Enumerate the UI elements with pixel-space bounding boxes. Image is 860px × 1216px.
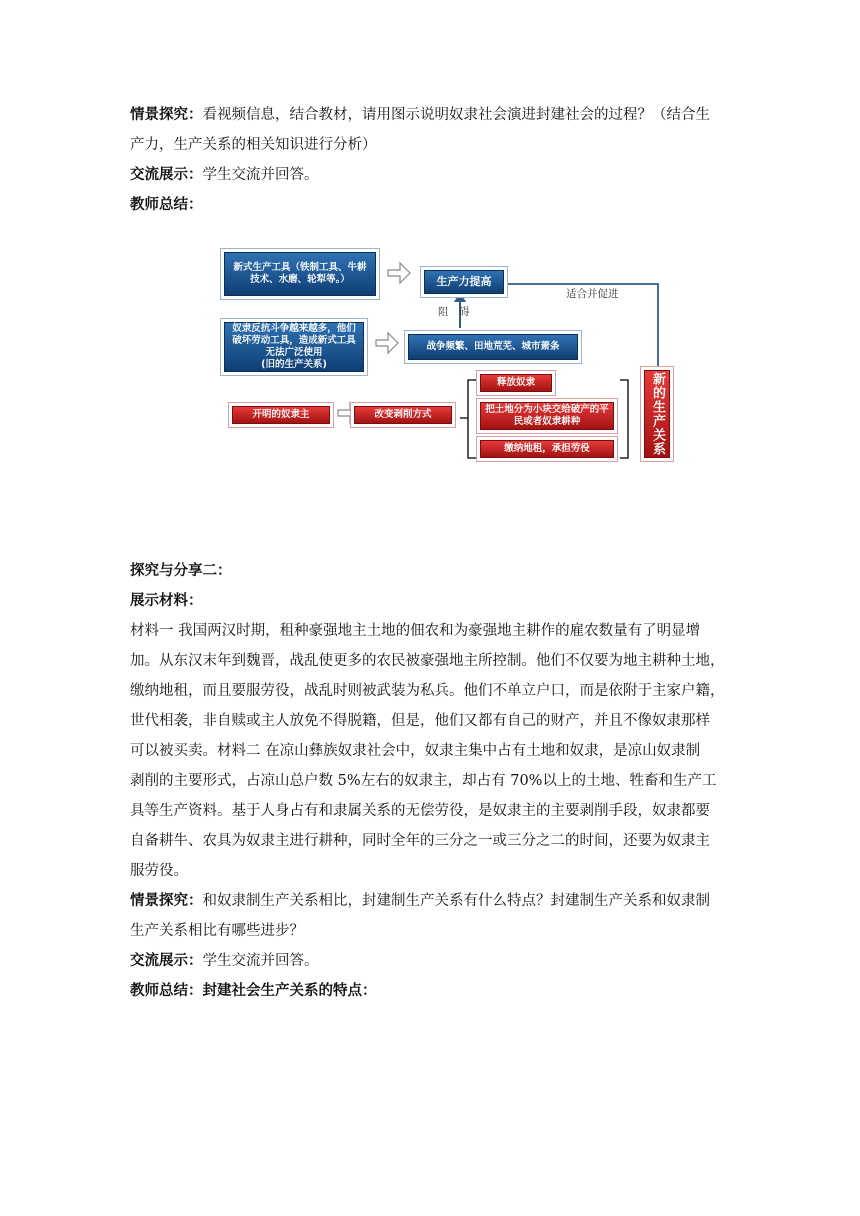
materials-paragraph — [130, 616, 732, 886]
inquiry-label: 情景探究： — [130, 106, 203, 123]
box-slave-resistance — [224, 322, 364, 372]
box-free-slaves: 释放奴隶 — [480, 374, 552, 392]
summary-text: 封建社会生产关系的特点： — [202, 982, 377, 999]
process-diagram — [218, 240, 676, 462]
summary-label: 教师总结： — [130, 982, 203, 999]
exchange-label: 交流展示： — [130, 952, 203, 969]
inquiry-text-line2: 产力，生产关系的相关知识进行分析） — [130, 137, 377, 153]
box-new-tools: 新式生产工具（铁制工具、牛耕技术、水磨、轮犁等。） — [224, 252, 376, 296]
summary-label-1: 教师总结： — [130, 196, 203, 213]
inquiry-text-line1: 看视频信息，结合教材，请用图示说明奴隶社会演进封建社会的过程？（结合生 — [202, 107, 710, 123]
materials-label: 展示材料： — [130, 592, 203, 609]
hollow-arrow-icon — [388, 263, 410, 283]
hollow-arrow-icon — [376, 333, 398, 353]
material-line: 具等生产资料。基于人身占有和隶属关系的无偿劳役，是奴隶主的主要剥削手段，奴隶都要 — [130, 803, 710, 819]
material-line: 世代相袭，非自赎或主人放免不得脱籍，但是，他们又都有自己的财产，并且不像奴隶那样 — [130, 713, 710, 729]
material-line: 剥削的主要形式，占凉山总户数 5%左右的奴隶主，却占有 70%以上的土地、牲畜和生产工 — [130, 773, 717, 789]
label-hinder: 阻 碍 — [438, 306, 470, 318]
slave-resistance-text: 奴隶反抗斗争越来越多，他们破坏劳动工具，造成新式工具无法广泛使用 — [232, 323, 356, 358]
exchange-text: 学生交流并回答。 — [202, 167, 319, 183]
box-land-split: 把土地分为小块交给破产的平民或者奴隶耕种 — [480, 402, 614, 430]
inquiry-text-line2: 生产关系相比有哪些进步？ — [130, 923, 304, 939]
exchange-text: 学生交流并回答。 — [202, 953, 319, 969]
exchange-paragraph-1 — [130, 160, 732, 190]
exchange-paragraph-2 — [130, 946, 732, 976]
inquiry-paragraph-2 — [130, 886, 732, 946]
section2-heading: 探究与分享二： — [130, 562, 232, 579]
box-war: 战争频繁、田地荒芜、城市萧条 — [408, 334, 578, 360]
box-pay-rent: 缴纳地租，承担劳役 — [480, 440, 614, 458]
box-productivity: 生产力提高 — [424, 270, 504, 294]
summary-paragraph-2 — [130, 976, 732, 1006]
material-line: 自备耕牛、农具为奴隶主进行耕种，同时全年的三分之一或三分之二的时间，还要为奴隶主 — [130, 833, 710, 849]
exchange-label: 交流展示： — [130, 166, 203, 183]
label-adapt: 适合并促进 — [566, 288, 619, 300]
box-new-relations: 新的生产关系 — [644, 370, 670, 458]
inquiry-label: 情景探究： — [130, 892, 203, 909]
box-change-exploitation: 改变剥削方式 — [354, 406, 452, 424]
box-enlightened-owner: 开明的奴隶主 — [232, 406, 330, 424]
material-line: 服劳役。 — [130, 863, 188, 879]
inquiry-text-line1: 和奴隶制生产关系相比，封建制生产关系有什么特点？封建制生产关系和奴隶制 — [202, 893, 710, 909]
inquiry-paragraph-1 — [130, 100, 732, 160]
material-line: 材料一 我国两汉时期，租种豪强地主土地的佃农和为豪强地主耕作的雇农数量有了明显增 — [130, 623, 701, 639]
material-line: 缴纳地租，而且要服劳役，战乱时则被武装为私兵。他们不单立户口，而是依附于主家户籍， — [130, 683, 725, 699]
material-line: 加。从东汉末年到魏晋，战乱使更多的农民被豪强地主所控制。他们不仅要为地主耕种土地， — [130, 653, 725, 669]
material-line: 可以被买卖。材料二 在凉山彝族奴隶社会中，奴隶主集中占有土地和奴隶，是凉山奴隶制 — [130, 743, 701, 759]
old-relations-text: (旧的生产关系) — [261, 359, 327, 370]
